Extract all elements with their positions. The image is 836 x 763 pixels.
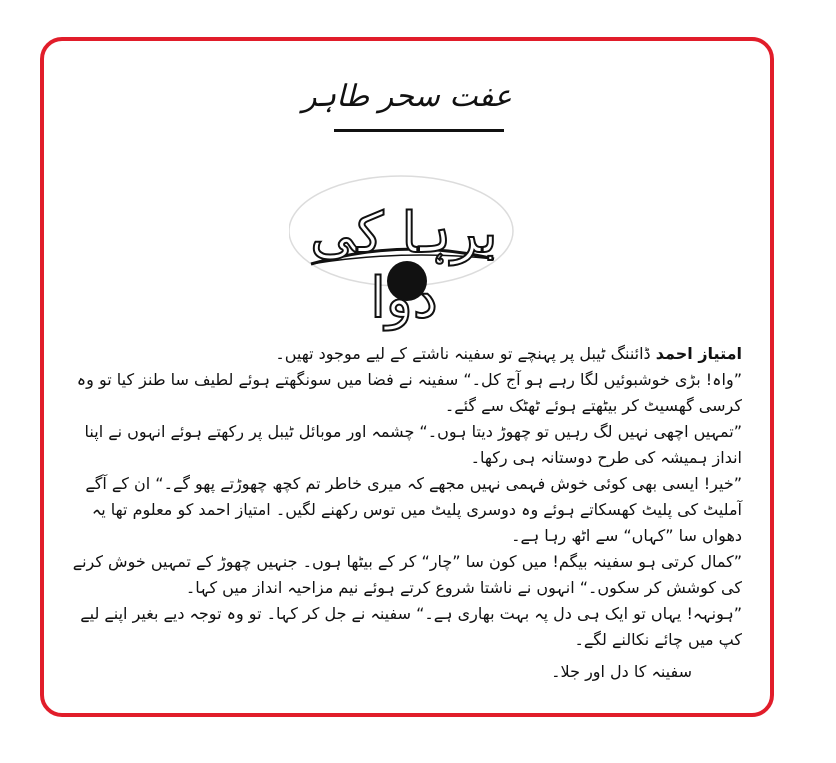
paragraph-text: ڈائننگ ٹیبل پر پہنچے تو سفینہ ناشتے کے لیے موجود تھیں۔	[275, 344, 651, 363]
author-name: عفت سحر طاہر	[302, 79, 512, 114]
author-underline	[334, 129, 504, 132]
paragraph-text: ”خیر! ایسی بھی کوئی خوش فہمی نہیں مجھے کہ میری خاطر تم کچھ چھوڑتے پھو گے۔“ ان کے آگے آملیٹ کی پلیٹ کھسکاتے ہوئے وہ دوسری پلیٹ میں توس رکھنے لگیں۔ امتیاز احمد کو معلوم تھا یہ دھواں سا ”کہاں“ سے اٹھ رہا ہے۔	[85, 474, 742, 545]
paragraph-text: ”ہونہہ! یہاں تو ایک ہی دل پہ بہت بھاری ہے۔“ سفینہ نے جل کر کہا۔ تو وہ توجہ دیے بغیر اپنے لیے کپ میں چائے نکالنے لگے۔	[80, 604, 742, 649]
paragraph	[62, 367, 742, 419]
paragraph-lead: امتیاز احمد	[655, 344, 742, 363]
paragraph-text: ”کمال کرتی ہو سفینہ بیگم! میں کون سا ”چار“ کر کے بیٹھا ہوں۔ جنہیں چھوڑ کے تمہیں خوش کرنے کی کوشش کر سکوں۔“ انہوں نے ناشتا شروع کرتے ہوئے نیم مزاحیہ انداز میں کہا۔	[72, 552, 742, 597]
paragraph	[62, 419, 742, 471]
title-artwork	[289, 159, 519, 329]
page-frame	[40, 37, 774, 717]
story-title: برہا کی دوا	[310, 201, 498, 331]
paragraph-text: ”واہ! بڑی خوشبوئیں لگا رہے ہو آج کل۔“ سفینہ نے فضا میں سونگھتے ہوئے لطیف سا طنز کیا تو وہ کرسی گھسیٹ کر بیٹھتے ہوئے ٹھٹک سے گئے۔	[76, 370, 742, 415]
closing-line: سفینہ کا دل اور جلا۔	[551, 662, 692, 681]
paragraph-text: ”تمہیں اچھی نہیں لگ رہیں تو چھوڑ دیتا ہوں۔“ چشمہ اور موبائل ٹیبل پر رکھتے ہوئے انہوں نے اپنا انداز ہمیشہ کی طرح دوستانہ ہی رکھا۔	[84, 422, 742, 467]
paragraph	[62, 341, 742, 367]
paragraph	[62, 471, 742, 549]
story-body	[62, 341, 742, 685]
paragraph	[62, 549, 742, 601]
paragraph	[62, 601, 742, 653]
